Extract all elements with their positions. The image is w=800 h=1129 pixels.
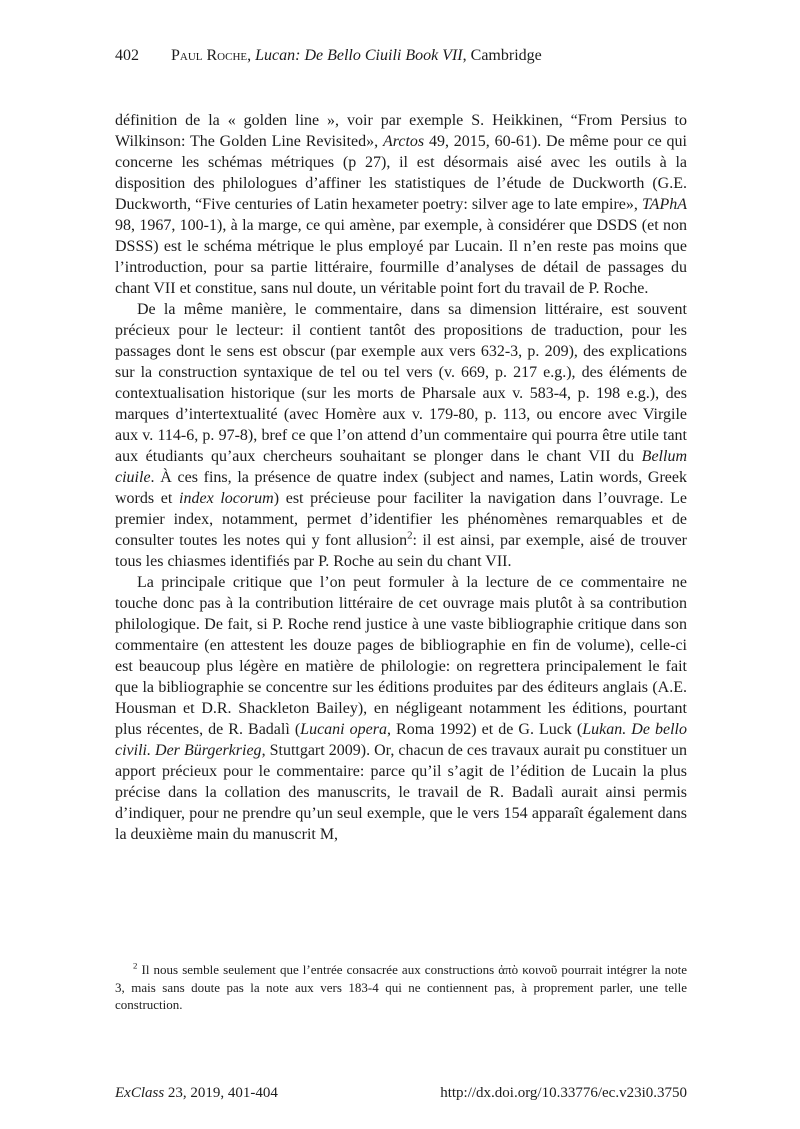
page-footer [115,1084,687,1103]
running-title: Paul Roche, Lucan: De Bello Ciuili Book VII, Cambridge [171,47,542,64]
footnote-text: $^2$ Il nous semble seulement que l’entrée consacrée aux constructions ἀπὸ κοινοῦ pourrait intégrer la note 3, mais sans doute pas la note aux vers 183-4 qui ne contiennent pas, à proprement parler, une telle construction. [115,960,687,1012]
review-body [115,110,687,845]
paragraph: définition de la « golden line », voir par exemple S. Heikkinen, “From Persius to Wilkinson: The Golden Line Revisited», Arctos 49, 2015, 60-61). De même pour ce qui concerne les schémas métriques (p 27), il est désormais aisé avec les outils à la disposition des philologues d’affiner les statistiques de l’étude de Duckworth (G.E. Duckworth, “Five centuries of Latin hexameter poetry: silver age to late empire», TAPhA 98, 1967, 100-1), à la marge, ce qui amène, par exemple, à considérer que DSDS (et non DSSS) est le schéma métrique le plus employé par Lucain. Il n’en reste pas moins que l’introduction, pour sa partie littéraire, fourmille d’analyses de détail de passages du chant VII et constitue, sans nul doute, un véritable point fort du travail de P. Roche. [115,112,687,297]
paragraph: De la même manière, le commentaire, dans sa dimension littéraire, est souvent précieux pour le lecteur: il contient tantôt des propositions de traduction, pour les passages dont le sens est obscur (par exemple aux vers 632-3, p. 209), des explications sur la construction syntaxique de tel ou tel vers (v. 669, p. 217 e.g.), des éléments de contextualisation historique (sur les morts de Pharsale aux v. 583-4, p. 198 e.g.), des marques d’intertextualité (avec Homère aux v. 179-80, p. 113, ou encore avec Virgile aux v. 114-6, p. 97-8), bref ce que l’on attend d’un commentaire qui pourra être utile tant aux étudiants qu’aux chercheurs souhaitant se plonger dans le chant VII du Bellum ciuile. À ces fins, la présence de quatre index (subject and names, Latin words, Greek words et index locorum) est précieuse pour faciliter la navigation dans l’ouvrage. Le premier index, notamment, permet d’identifier les phénomènes remarquables et de consulter toutes les notes qui y font allusion$^2$: il est ainsi, par exemple, aisé de trouver tous les chiasmes identifiés par P. Roche au sein du chant VII. [115,301,688,570]
running-header [115,46,687,66]
paragraph: La principale critique que l’on peut formuler à la lecture de ce commentaire ne touche donc pas à la contribution littéraire de cet ouvrage mais plutôt à sa contribution philologique. De fait, si P. Roche rend justice à une vaste bibliographie critique dans son commentaire (en attestent les douze pages de bibliographie en fin de volume), celle-ci est beaucoup plus légère en matière de philologie: on regrettera principalement le fait que la bibliographie se concentre sur les éditions produites par des éditeurs anglais (A.E. Housman et D.R. Shackleton Bailey), en négligeant notamment les éditions, pourtant plus récentes, de R. Badalì (Lucani opera, Roma 1992) et de G. Luck (Lukan. De bello civili. Der Bürgerkrieg, Stuttgart 2009). Or, chacun de ces travaux aurait pu constituer un apport précieux pour le commentaire: parce qu’il s’agit de l’édition de Lucain la plus précise dans la collation des manuscrits, le travail de R. Badalì aurait ainsi permis d’indiquer, pour ne prendre qu’un seul exemple, que le vers 154 apparaît également dans la deuxième main du manuscrit M, [115,574,688,843]
doi-link[interactable]: http://dx.doi.org/10.33776/ec.v23i0.3750 [440,1085,687,1101]
journal-reference: ExClass 23, 2019, 401-404 [115,1085,278,1101]
footnote-section [115,961,687,1014]
page-number: 402 [115,47,139,64]
